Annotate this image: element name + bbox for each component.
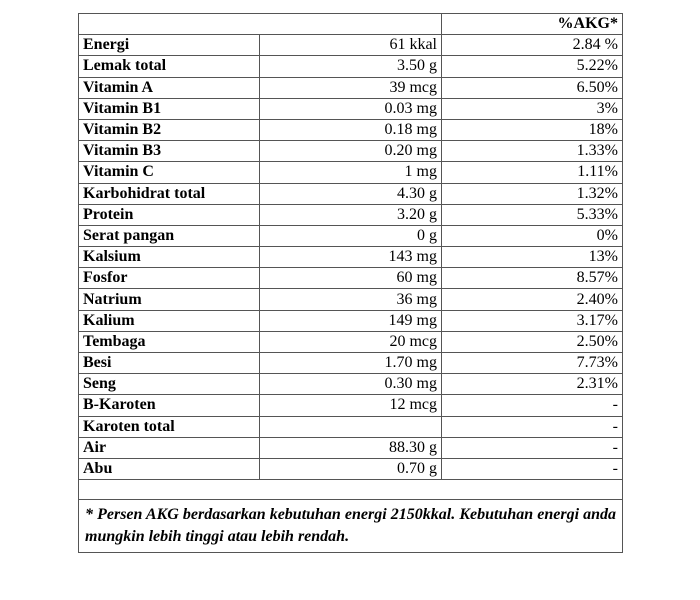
table-row (79, 268, 623, 289)
nutrient-akg: 8.57% (442, 268, 623, 289)
nutrient-name: Tembaga (79, 331, 260, 352)
nutrient-akg: 2.31% (442, 374, 623, 395)
nutrient-akg: 3% (442, 98, 623, 119)
nutrient-name: Protein (79, 204, 260, 225)
nutrient-amount: 0.18 mg (260, 119, 442, 140)
nutrient-akg: - (442, 458, 623, 479)
table-row (79, 437, 623, 458)
nutrient-name: Kalsium (79, 247, 260, 268)
nutrient-amount: 36 mg (260, 289, 442, 310)
nutrient-name: Air (79, 437, 260, 458)
nutrient-akg: 3.17% (442, 310, 623, 331)
table-row (79, 416, 623, 437)
nutrient-akg: 5.33% (442, 204, 623, 225)
nutrient-name: B-Karoten (79, 395, 260, 416)
table-row (79, 374, 623, 395)
nutrient-akg: 6.50% (442, 77, 623, 98)
table-row (79, 119, 623, 140)
table-row (79, 183, 623, 204)
table-row (79, 353, 623, 374)
nutrient-amount: 143 mg (260, 247, 442, 268)
spacer-cell (79, 480, 623, 500)
table-row (79, 56, 623, 77)
nutrient-amount: 4.30 g (260, 183, 442, 204)
table-row (79, 98, 623, 119)
nutrient-name: Karbohidrat total (79, 183, 260, 204)
nutrient-akg: 2.40% (442, 289, 623, 310)
nutrient-amount: 12 mcg (260, 395, 442, 416)
footnote-text: * Persen AKG berdasarkan kebutuhan energi 2150kkal. Kebutuhan energi anda mungkin lebih tinggi atau lebih rendah. (79, 500, 623, 553)
nutrition-facts-table (78, 13, 623, 553)
nutrient-amount: 3.20 g (260, 204, 442, 225)
nutrient-akg: 0% (442, 225, 623, 246)
table-row (79, 204, 623, 225)
table-header-row (79, 14, 623, 35)
nutrient-amount: 1 mg (260, 162, 442, 183)
nutrient-akg: - (442, 395, 623, 416)
nutrient-name: Vitamin A (79, 77, 260, 98)
nutrient-akg: 1.11% (442, 162, 623, 183)
nutrient-amount: 1.70 mg (260, 353, 442, 374)
nutrient-amount: 61 kkal (260, 35, 442, 56)
table-row (79, 247, 623, 268)
nutrient-name: Kalium (79, 310, 260, 331)
header-blank-cell (79, 14, 442, 35)
nutrient-akg: 13% (442, 247, 623, 268)
nutrient-akg: 2.50% (442, 331, 623, 352)
table-row (79, 35, 623, 56)
nutrient-amount: 0.20 mg (260, 141, 442, 162)
nutrient-name: Vitamin B1 (79, 98, 260, 119)
nutrient-name: Karoten total (79, 416, 260, 437)
nutrient-name: Vitamin C (79, 162, 260, 183)
nutrient-akg: 5.22% (442, 56, 623, 77)
nutrient-name: Energi (79, 35, 260, 56)
nutrient-name: Lemak total (79, 56, 260, 77)
nutrient-akg: - (442, 416, 623, 437)
table-row (79, 162, 623, 183)
table-row (79, 458, 623, 479)
spacer-row (79, 480, 623, 500)
nutrient-akg: 2.84 % (442, 35, 623, 56)
nutrient-amount: 88.30 g (260, 437, 442, 458)
table-row (79, 141, 623, 162)
nutrient-name: Natrium (79, 289, 260, 310)
table-row (79, 310, 623, 331)
nutrient-amount: 39 mcg (260, 77, 442, 98)
table-row (79, 225, 623, 246)
nutrient-name: Vitamin B2 (79, 119, 260, 140)
nutrient-akg: - (442, 437, 623, 458)
footnote-row (79, 500, 623, 553)
table-row (79, 395, 623, 416)
nutrient-akg: 7.73% (442, 353, 623, 374)
nutrient-akg: 1.33% (442, 141, 623, 162)
nutrient-name: Vitamin B3 (79, 141, 260, 162)
nutrient-amount (260, 416, 442, 437)
nutrient-name: Seng (79, 374, 260, 395)
nutrient-akg: 18% (442, 119, 623, 140)
nutrition-facts-table-container (78, 13, 622, 553)
nutrient-amount: 60 mg (260, 268, 442, 289)
nutrient-amount: 0 g (260, 225, 442, 246)
nutrient-amount: 20 mcg (260, 331, 442, 352)
nutrient-akg: 1.32% (442, 183, 623, 204)
nutrient-amount: 0.30 mg (260, 374, 442, 395)
nutrient-name: Fosfor (79, 268, 260, 289)
nutrient-name: Besi (79, 353, 260, 374)
nutrient-amount: 149 mg (260, 310, 442, 331)
nutrient-amount: 0.70 g (260, 458, 442, 479)
nutrient-amount: 0.03 mg (260, 98, 442, 119)
nutrient-name: Serat pangan (79, 225, 260, 246)
nutrient-name: Abu (79, 458, 260, 479)
table-row (79, 77, 623, 98)
table-row (79, 289, 623, 310)
nutrient-amount: 3.50 g (260, 56, 442, 77)
akg-header: %AKG* (442, 14, 623, 35)
table-row (79, 331, 623, 352)
